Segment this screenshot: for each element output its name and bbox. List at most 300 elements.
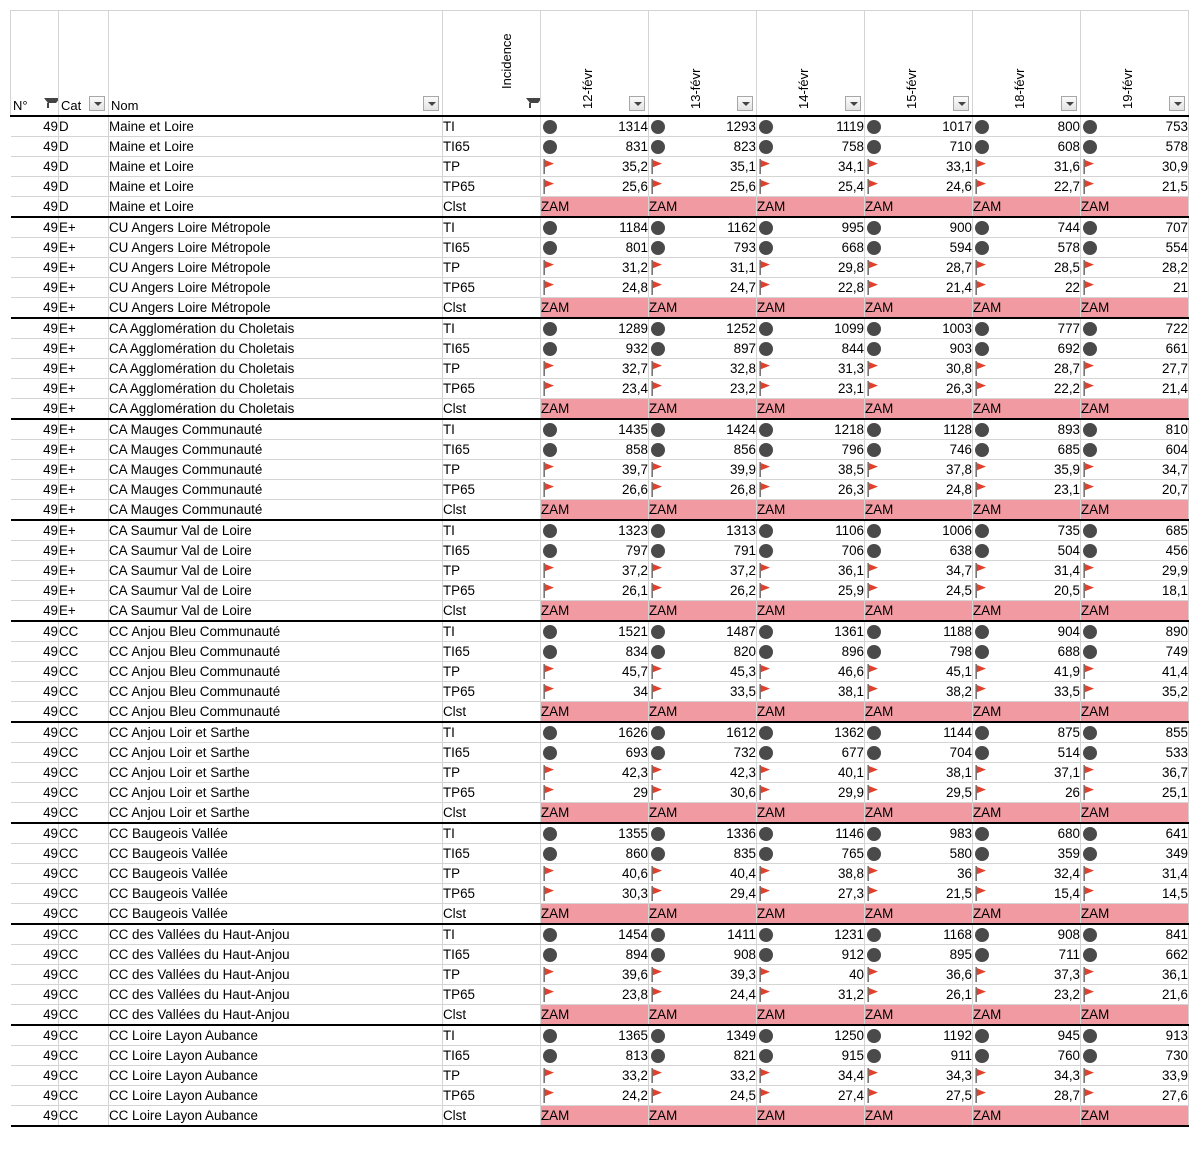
cell-value[interactable] [649,985,757,1005]
cell-value[interactable] [973,743,1081,763]
cell-incidence[interactable]: TP65 [443,278,541,298]
cell-clst-zam[interactable]: ZAM [865,1005,973,1026]
cell-value[interactable] [757,1046,865,1066]
cell-n[interactable]: 49 [11,682,59,702]
cell-value[interactable] [1081,440,1189,460]
cell-value[interactable] [865,359,973,379]
cell-value[interactable] [865,238,973,258]
cell-nom[interactable]: CU Angers Loire Métropole [109,238,443,258]
cell-nom[interactable]: CA Agglomération du Choletais [109,339,443,359]
cell-value[interactable] [1081,359,1189,379]
cell-value[interactable] [973,419,1081,440]
cell-value[interactable] [649,1025,757,1046]
cell-value[interactable] [541,864,649,884]
table-row[interactable] [11,419,1189,440]
cell-nom[interactable]: Maine et Loire [109,137,443,157]
cell-value[interactable] [865,1025,973,1046]
cell-incidence[interactable]: Clst [443,399,541,420]
cell-value[interactable] [649,1086,757,1106]
cell-cat[interactable]: CC [59,823,109,844]
cell-value[interactable] [649,359,757,379]
cell-nom[interactable]: CU Angers Loire Métropole [109,258,443,278]
cell-value[interactable] [541,258,649,278]
cell-clst-zam[interactable]: ZAM [757,399,865,420]
cell-cat[interactable]: CC [59,662,109,682]
cell-n[interactable]: 49 [11,783,59,803]
cell-cat[interactable]: D [59,177,109,197]
cell-value[interactable] [757,217,865,238]
cell-value[interactable] [649,157,757,177]
cell-nom[interactable]: CC Baugeois Vallée [109,823,443,844]
cell-n[interactable]: 49 [11,339,59,359]
cell-value[interactable] [649,864,757,884]
cell-clst-zam[interactable]: ZAM [541,1005,649,1026]
cell-value[interactable] [649,1066,757,1086]
cell-incidence[interactable]: TI65 [443,844,541,864]
cell-value[interactable] [757,864,865,884]
cell-value[interactable] [1081,258,1189,278]
cell-incidence[interactable]: TI [443,823,541,844]
cell-cat[interactable]: CC [59,904,109,925]
cell-cat[interactable]: E+ [59,500,109,521]
cell-n[interactable]: 49 [11,823,59,844]
cell-value[interactable] [973,318,1081,339]
cell-incidence[interactable]: TI65 [443,1046,541,1066]
cell-incidence[interactable]: TP [443,258,541,278]
cell-value[interactable] [1081,137,1189,157]
cell-cat[interactable]: CC [59,945,109,965]
cell-n[interactable]: 49 [11,561,59,581]
cell-value[interactable] [757,460,865,480]
cell-n[interactable]: 49 [11,157,59,177]
cell-incidence[interactable]: TP [443,662,541,682]
cell-incidence[interactable]: TI65 [443,339,541,359]
cell-incidence[interactable]: TP65 [443,884,541,904]
cell-value[interactable] [541,763,649,783]
table-row[interactable] [11,116,1189,137]
cell-incidence[interactable]: TP [443,1066,541,1086]
cell-value[interactable] [973,561,1081,581]
cell-incidence[interactable]: TI [443,722,541,743]
cell-incidence[interactable]: TI [443,318,541,339]
cell-value[interactable] [541,177,649,197]
cell-cat[interactable]: CC [59,864,109,884]
cell-n[interactable]: 49 [11,621,59,642]
cell-value[interactable] [541,642,649,662]
cell-value[interactable] [757,440,865,460]
cell-n[interactable]: 49 [11,965,59,985]
cell-nom[interactable]: CC des Vallées du Haut-Anjou [109,965,443,985]
cell-clst-zam[interactable]: ZAM [649,500,757,521]
cell-value[interactable] [865,682,973,702]
cell-incidence[interactable]: TP [443,864,541,884]
table-row[interactable] [11,137,1189,157]
cell-cat[interactable]: CC [59,642,109,662]
table-row[interactable] [11,177,1189,197]
cell-value[interactable] [865,339,973,359]
cell-n[interactable]: 49 [11,480,59,500]
cell-value[interactable] [649,884,757,904]
cell-n[interactable]: 49 [11,722,59,743]
cell-cat[interactable]: E+ [59,561,109,581]
cell-clst-zam[interactable]: ZAM [649,702,757,723]
cell-incidence[interactable]: Clst [443,500,541,521]
cell-value[interactable] [1081,945,1189,965]
cell-n[interactable]: 49 [11,238,59,258]
cell-n[interactable]: 49 [11,440,59,460]
cell-value[interactable] [649,662,757,682]
cell-value[interactable] [757,1025,865,1046]
cell-value[interactable] [541,116,649,137]
cell-cat[interactable]: E+ [59,339,109,359]
cell-incidence[interactable]: TP65 [443,177,541,197]
cell-cat[interactable]: CC [59,783,109,803]
cell-clst-zam[interactable]: ZAM [757,197,865,218]
cell-nom[interactable]: Maine et Loire [109,197,443,218]
cell-n[interactable]: 49 [11,379,59,399]
cell-value[interactable] [973,217,1081,238]
cell-value[interactable] [757,884,865,904]
cell-incidence[interactable]: TP65 [443,783,541,803]
cell-value[interactable] [865,379,973,399]
cell-clst-zam[interactable]: ZAM [1081,197,1189,218]
cell-nom[interactable]: CC des Vallées du Haut-Anjou [109,985,443,1005]
cell-cat[interactable]: CC [59,844,109,864]
cell-value[interactable] [865,217,973,238]
cell-value[interactable] [541,1025,649,1046]
cell-clst-zam[interactable]: ZAM [973,702,1081,723]
cell-value[interactable] [865,419,973,440]
cell-clst-zam[interactable]: ZAM [1081,702,1189,723]
cell-nom[interactable]: CC Anjou Loir et Sarthe [109,783,443,803]
cell-nom[interactable]: CC Loire Layon Aubance [109,1025,443,1046]
cell-cat[interactable]: D [59,137,109,157]
filter-dropdown-date[interactable] [1169,96,1185,111]
cell-value[interactable] [865,157,973,177]
cell-incidence[interactable]: TI [443,621,541,642]
cell-clst-zam[interactable]: ZAM [865,500,973,521]
cell-value[interactable] [541,924,649,945]
cell-value[interactable] [649,581,757,601]
cell-nom[interactable]: CA Saumur Val de Loire [109,561,443,581]
cell-nom[interactable]: CC Baugeois Vallée [109,864,443,884]
cell-clst-zam[interactable]: ZAM [757,298,865,319]
cell-value[interactable] [541,1066,649,1086]
cell-value[interactable] [1081,884,1189,904]
cell-value[interactable] [973,823,1081,844]
cell-incidence[interactable]: TI65 [443,238,541,258]
cell-nom[interactable]: Maine et Loire [109,116,443,137]
cell-cat[interactable]: CC [59,702,109,723]
cell-value[interactable] [1081,621,1189,642]
table-row[interactable] [11,823,1189,844]
cell-nom[interactable]: CA Mauges Communauté [109,500,443,521]
table-row[interactable] [11,722,1189,743]
table-row[interactable] [11,702,1189,723]
cell-clst-zam[interactable]: ZAM [541,601,649,622]
cell-n[interactable]: 49 [11,1025,59,1046]
cell-clst-zam[interactable]: ZAM [541,803,649,824]
cell-n[interactable]: 49 [11,904,59,925]
cell-incidence[interactable]: TP65 [443,985,541,1005]
cell-nom[interactable]: CC des Vallées du Haut-Anjou [109,924,443,945]
cell-value[interactable] [649,137,757,157]
cell-value[interactable] [973,621,1081,642]
cell-n[interactable]: 49 [11,662,59,682]
table-row[interactable] [11,783,1189,803]
cell-value[interactable] [865,985,973,1005]
cell-incidence[interactable]: TI [443,217,541,238]
cell-value[interactable] [973,379,1081,399]
cell-incidence[interactable]: TP65 [443,480,541,500]
cell-value[interactable] [757,541,865,561]
cell-value[interactable] [757,1086,865,1106]
cell-value[interactable] [649,561,757,581]
cell-cat[interactable]: E+ [59,359,109,379]
cell-value[interactable] [541,359,649,379]
cell-value[interactable] [973,440,1081,460]
cell-value[interactable] [757,965,865,985]
cell-value[interactable] [1081,318,1189,339]
cell-value[interactable] [757,581,865,601]
cell-n[interactable]: 49 [11,844,59,864]
cell-value[interactable] [541,238,649,258]
table-row[interactable] [11,1005,1189,1026]
cell-value[interactable] [757,318,865,339]
cell-cat[interactable]: E+ [59,298,109,319]
cell-n[interactable]: 49 [11,985,59,1005]
cell-value[interactable] [757,116,865,137]
cell-value[interactable] [649,682,757,702]
cell-value[interactable] [649,116,757,137]
cell-incidence[interactable]: TI [443,1025,541,1046]
cell-incidence[interactable]: TI [443,520,541,541]
cell-incidence[interactable]: Clst [443,702,541,723]
cell-value[interactable] [865,621,973,642]
cell-nom[interactable]: CA Mauges Communauté [109,419,443,440]
cell-value[interactable] [973,359,1081,379]
cell-value[interactable] [1081,339,1189,359]
cell-clst-zam[interactable]: ZAM [1081,1106,1189,1127]
cell-n[interactable]: 49 [11,642,59,662]
cell-nom[interactable]: CA Agglomération du Choletais [109,399,443,420]
table-row[interactable] [11,541,1189,561]
cell-value[interactable] [1081,157,1189,177]
cell-value[interactable] [1081,1046,1189,1066]
cell-nom[interactable]: Maine et Loire [109,177,443,197]
cell-cat[interactable]: E+ [59,278,109,298]
cell-incidence[interactable]: TI65 [443,541,541,561]
cell-value[interactable] [973,137,1081,157]
cell-value[interactable] [541,823,649,844]
cell-value[interactable] [649,258,757,278]
cell-value[interactable] [1081,419,1189,440]
cell-cat[interactable]: CC [59,621,109,642]
cell-nom[interactable]: CC Anjou Bleu Communauté [109,621,443,642]
cell-cat[interactable]: E+ [59,258,109,278]
cell-value[interactable] [973,662,1081,682]
cell-value[interactable] [1081,844,1189,864]
table-row[interactable] [11,642,1189,662]
table-row[interactable] [11,682,1189,702]
cell-value[interactable] [973,783,1081,803]
cell-nom[interactable]: CA Mauges Communauté [109,480,443,500]
cell-cat[interactable]: CC [59,682,109,702]
cell-clst-zam[interactable]: ZAM [973,1106,1081,1127]
cell-value[interactable] [973,460,1081,480]
table-row[interactable] [11,601,1189,622]
table-row[interactable] [11,763,1189,783]
cell-incidence[interactable]: Clst [443,197,541,218]
cell-value[interactable] [865,1046,973,1066]
cell-clst-zam[interactable]: ZAM [757,1005,865,1026]
cell-value[interactable] [541,541,649,561]
cell-clst-zam[interactable]: ZAM [649,1106,757,1127]
cell-value[interactable] [973,884,1081,904]
cell-clst-zam[interactable]: ZAM [973,601,1081,622]
cell-clst-zam[interactable]: ZAM [1081,803,1189,824]
cell-value[interactable] [973,985,1081,1005]
cell-value[interactable] [649,763,757,783]
cell-value[interactable] [973,965,1081,985]
cell-incidence[interactable]: Clst [443,298,541,319]
cell-value[interactable] [649,965,757,985]
cell-value[interactable] [973,278,1081,298]
cell-value[interactable] [649,844,757,864]
cell-nom[interactable]: CC des Vallées du Haut-Anjou [109,945,443,965]
cell-n[interactable]: 49 [11,1046,59,1066]
cell-n[interactable]: 49 [11,116,59,137]
cell-value[interactable] [865,884,973,904]
cell-value[interactable] [541,217,649,238]
cell-incidence[interactable]: TP [443,763,541,783]
cell-value[interactable] [541,419,649,440]
cell-clst-zam[interactable]: ZAM [757,904,865,925]
cell-clst-zam[interactable]: ZAM [865,1106,973,1127]
cell-clst-zam[interactable]: ZAM [649,904,757,925]
cell-incidence[interactable]: TP65 [443,379,541,399]
cell-value[interactable] [757,722,865,743]
cell-value[interactable] [973,682,1081,702]
cell-clst-zam[interactable]: ZAM [1081,500,1189,521]
cell-incidence[interactable]: TP [443,359,541,379]
cell-value[interactable] [1081,238,1189,258]
cell-cat[interactable]: CC [59,1106,109,1127]
cell-n[interactable]: 49 [11,197,59,218]
cell-value[interactable] [1081,1086,1189,1106]
cell-cat[interactable]: E+ [59,419,109,440]
cell-clst-zam[interactable]: ZAM [865,803,973,824]
cell-value[interactable] [865,783,973,803]
cell-n[interactable]: 49 [11,581,59,601]
cell-value[interactable] [757,359,865,379]
cell-incidence[interactable]: TP65 [443,682,541,702]
cell-n[interactable]: 49 [11,318,59,339]
cell-nom[interactable]: CU Angers Loire Métropole [109,217,443,238]
cell-value[interactable] [757,137,865,157]
cell-clst-zam[interactable]: ZAM [541,702,649,723]
cell-value[interactable] [1081,480,1189,500]
cell-value[interactable] [757,480,865,500]
cell-value[interactable] [973,116,1081,137]
cell-cat[interactable]: CC [59,1005,109,1026]
cell-value[interactable] [541,965,649,985]
cell-value[interactable] [649,621,757,642]
table-row[interactable] [11,743,1189,763]
cell-value[interactable] [973,1025,1081,1046]
cell-value[interactable] [1081,642,1189,662]
cell-value[interactable] [757,945,865,965]
cell-cat[interactable]: CC [59,884,109,904]
table-row[interactable] [11,561,1189,581]
cell-value[interactable] [973,945,1081,965]
cell-value[interactable] [649,318,757,339]
cell-value[interactable] [541,844,649,864]
cell-nom[interactable]: CA Agglomération du Choletais [109,379,443,399]
cell-value[interactable] [865,258,973,278]
cell-value[interactable] [541,137,649,157]
cell-cat[interactable]: E+ [59,238,109,258]
cell-nom[interactable]: CU Angers Loire Métropole [109,298,443,319]
cell-value[interactable] [865,823,973,844]
cell-value[interactable] [865,965,973,985]
cell-clst-zam[interactable]: ZAM [649,197,757,218]
cell-value[interactable] [649,480,757,500]
cell-value[interactable] [865,480,973,500]
cell-value[interactable] [541,662,649,682]
cell-n[interactable]: 49 [11,884,59,904]
cell-clst-zam[interactable]: ZAM [973,399,1081,420]
cell-clst-zam[interactable]: ZAM [865,702,973,723]
cell-value[interactable] [757,379,865,399]
cell-nom[interactable]: CC Anjou Loir et Sarthe [109,743,443,763]
cell-value[interactable] [1081,379,1189,399]
table-row[interactable] [11,520,1189,541]
cell-nom[interactable]: CC Loire Layon Aubance [109,1046,443,1066]
cell-value[interactable] [865,116,973,137]
cell-cat[interactable]: D [59,157,109,177]
cell-nom[interactable]: CU Angers Loire Métropole [109,278,443,298]
cell-clst-zam[interactable]: ZAM [973,904,1081,925]
cell-value[interactable] [541,1086,649,1106]
cell-nom[interactable]: CC Baugeois Vallée [109,904,443,925]
cell-value[interactable] [865,1066,973,1086]
cell-clst-zam[interactable]: ZAM [541,197,649,218]
cell-value[interactable] [865,177,973,197]
cell-value[interactable] [757,238,865,258]
cell-value[interactable] [865,318,973,339]
cell-incidence[interactable]: TP65 [443,581,541,601]
cell-clst-zam[interactable]: ZAM [973,803,1081,824]
cell-clst-zam[interactable]: ZAM [649,803,757,824]
cell-clst-zam[interactable]: ZAM [865,197,973,218]
cell-value[interactable] [757,662,865,682]
table-row[interactable] [11,1066,1189,1086]
cell-value[interactable] [757,743,865,763]
cell-value[interactable] [757,561,865,581]
cell-value[interactable] [541,480,649,500]
cell-value[interactable] [541,945,649,965]
cell-value[interactable] [541,561,649,581]
cell-value[interactable] [865,1086,973,1106]
cell-value[interactable] [973,864,1081,884]
cell-value[interactable] [973,1046,1081,1066]
cell-nom[interactable]: CC Anjou Bleu Communauté [109,642,443,662]
filter-dropdown-date[interactable] [737,96,753,111]
cell-value[interactable] [865,460,973,480]
cell-value[interactable] [541,379,649,399]
cell-incidence[interactable]: TP [443,965,541,985]
